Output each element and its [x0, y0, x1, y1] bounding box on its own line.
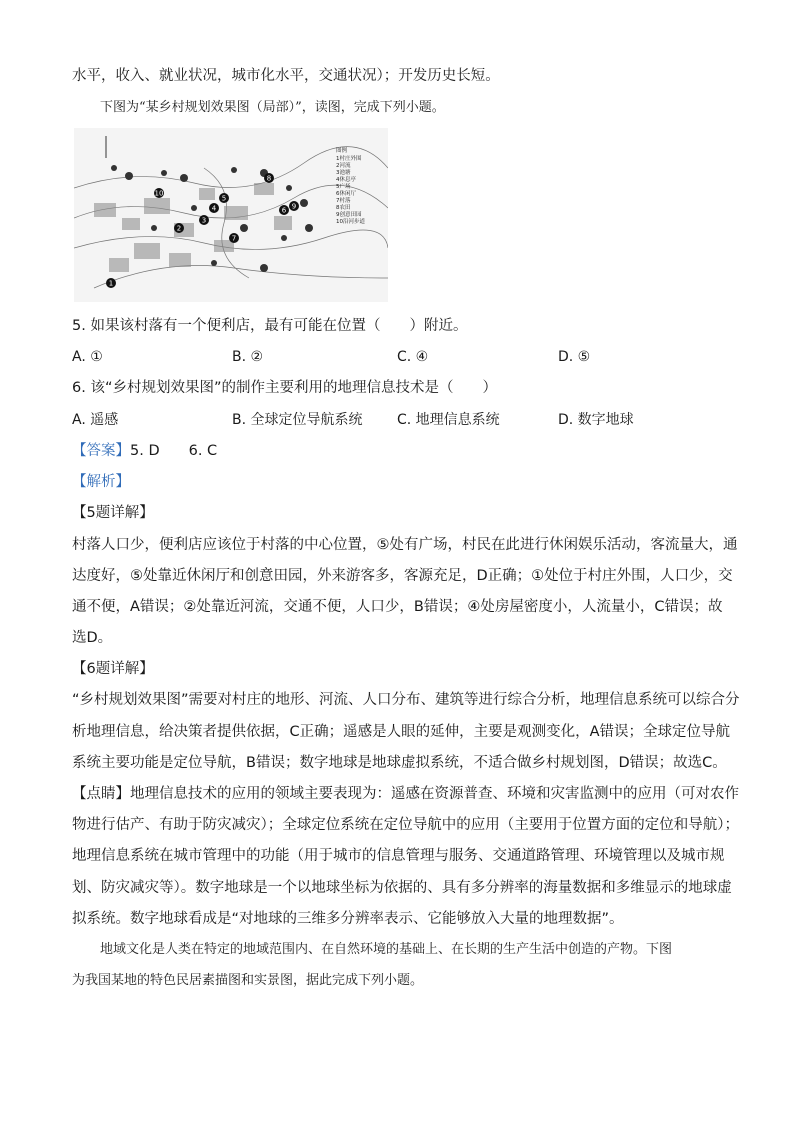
legend-item: 10沿河步道 [336, 219, 365, 225]
legend-item: 9创意田园 [336, 212, 362, 218]
tip-label: 【点睛】 [72, 786, 130, 802]
answer-line [72, 441, 217, 461]
detail5-line: 选D。 [72, 630, 113, 646]
legend-item: 6休闲厅 [336, 191, 356, 197]
q5-option-c[interactable]: C. ④ [397, 349, 429, 365]
analysis-label: 【解析】 [72, 474, 130, 490]
tip-line: 划、防灾减灾等）。数字地球是一个以地球坐标为依据的、具有多分辨率的海量数据和多维显示的地球虚 [72, 880, 732, 896]
q5-stem: 5. 如果该村落有一个便利店，最有可能在位置（ ）附近。 [72, 318, 468, 334]
answer-label: 【答案】 [72, 443, 130, 459]
tip-text: 地理信息技术的应用的领域主要表现为：遥感在资源普查、环境和灾害监测中的应用（可对农作 [130, 786, 739, 802]
legend-item: 7村落 [336, 198, 351, 204]
marker-8: 8 [266, 174, 272, 183]
legend-item: 3池塘 [336, 170, 351, 176]
answer-text: 5. D 6. C [130, 443, 218, 459]
marker-6: 6 [281, 206, 287, 215]
marker-3: 3 [201, 216, 207, 225]
detail5-line: 通不便，A错误；②处靠近河流，交通不便，人口少，B错误；④处房屋密度小，人流量小，C错误；故 [72, 599, 723, 615]
marker-1: 1 [108, 279, 114, 288]
marker-10: 10 [154, 189, 164, 198]
legend-item: 2河流 [336, 163, 351, 169]
q6-option-c[interactable]: C. 地理信息系统 [397, 412, 500, 428]
next-prompt-line: 为我国某地的特色民居素描图和实景图，据此完成下列小题。 [72, 973, 424, 988]
marker-7: 7 [231, 234, 237, 243]
q6-option-b[interactable]: B. 全球定位导航系统 [232, 412, 363, 428]
detail6-line: “乡村规划效果图”需要对村庄的地形、河流、人口分布、建筑等进行综合分析，地理信息系统可以综合分 [72, 692, 740, 708]
q6-stem: 6. 该“乡村规划效果图”的制作主要利用的地理信息技术是（ ） [72, 380, 497, 396]
detail5-label: 【5题详解】 [72, 505, 154, 521]
intro-line: 水平，收入、就业状况，城市化水平，交通状况）；开发历史长短。 [72, 68, 500, 84]
legend-item: 4休息亭 [336, 177, 356, 183]
marker-5: 5 [221, 194, 227, 203]
tip-line: 物进行估产、有助于防灾减灾）；全球定位系统在定位导航中的应用（主要用于位置方面的定位和导航）； [72, 817, 739, 833]
q5-option-d[interactable]: D. ⑤ [558, 349, 591, 365]
village-plan-figure [74, 128, 388, 302]
legend-item: 5广场 [336, 184, 351, 190]
detail5-line: 达度好，⑤处靠近休闲厅和创意田园，外来游客多，客源充足，D正确；①处位于村庄外围，人口少，交 [72, 568, 733, 584]
detail6-label: 【6题详解】 [72, 661, 154, 677]
legend-item: 8农田 [336, 205, 351, 211]
next-prompt-line: 地域文化是人类在特定的地域范围内、在自然环境的基础上、在长期的生产生活中创造的产物。下图 [100, 942, 673, 957]
marker-2: 2 [176, 224, 182, 233]
q5-option-b[interactable]: B. ② [232, 349, 264, 365]
tip-line: 拟系统。数字地球看成是“对地球的三维多分辨率表示、它能够放入大量的地理数据”。 [72, 911, 624, 927]
legend-title: 图例 [336, 148, 348, 154]
tip-line: 地理信息系统在城市管理中的功能（用于城市的信息管理与服务、交通道路管理、环境管理以及城市规 [72, 848, 725, 864]
detail6-line: 析地理信息，给决策者提供依据，C正确；遥感是人眼的延伸，主要是观测变化，A错误；全球定位导航 [72, 724, 731, 740]
q6-option-a[interactable]: A. 遥感 [72, 412, 119, 428]
detail6-line: 系统主要功能是定位导航，B错误；数字地球是地球虚拟系统，不适合做乡村规划图，D错误；故选C。 [72, 755, 727, 771]
q6-option-d[interactable]: D. 数字地球 [558, 412, 634, 428]
marker-4: 4 [211, 204, 217, 213]
legend-item: 1村庄外围 [336, 156, 362, 162]
tip-line [72, 784, 739, 804]
q5-option-a[interactable]: A. ① [72, 349, 103, 365]
figure-prompt: 下图为“某乡村规划效果图（局部）”，读图，完成下列小题。 [100, 100, 445, 115]
detail5-line: 村落人口少，便利店应该位于村落的中心位置，⑤处有广场，村民在此进行休闲娱乐活动，客流量大，通 [72, 537, 738, 553]
marker-9: 9 [291, 202, 297, 211]
